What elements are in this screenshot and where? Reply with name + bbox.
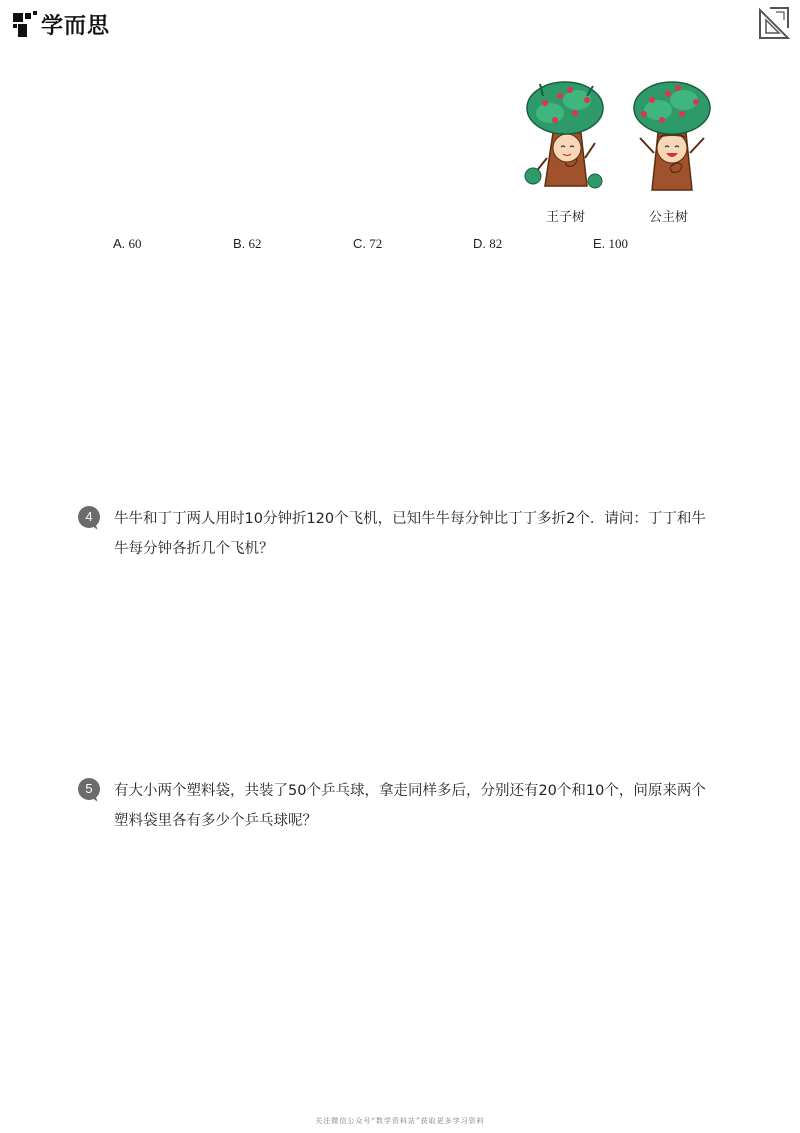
answer-options <box>113 236 713 256</box>
footer-note: 关注微信公众号“数学资料站”获取更多学习资料 <box>315 1117 485 1125</box>
question-5 <box>78 776 718 836</box>
question-text: 牛牛和丁丁两人用时10分钟折120个飞机，已知牛牛每分钟比丁丁多折2个．请问：丁丁和牛牛每分钟各折几个飞机？ <box>114 511 706 557</box>
prince-tree <box>525 82 603 188</box>
tree-characters-image <box>515 78 715 203</box>
option-a: A. 60 <box>113 236 142 251</box>
brand-logo <box>12 8 110 40</box>
tree-caption-prince: 王子树 <box>546 210 586 225</box>
option-d: D. 82 <box>473 236 503 251</box>
question-4 <box>78 504 718 564</box>
tree-caption-princess: 公主树 <box>649 210 689 225</box>
option-e: E. 100 <box>593 236 629 251</box>
option-b: B. 62 <box>233 236 262 251</box>
question-number-badge: 5 <box>78 778 100 800</box>
brand-name: 学而思 <box>41 13 111 39</box>
triangle-ruler-icon <box>758 6 790 40</box>
option-c: C. 72 <box>353 236 383 251</box>
question-number-badge: 4 <box>78 506 100 528</box>
question-text: 有大小两个塑料袋，共装了50个乒乓球，拿走同样多后，分别还有20个和10个，问原来两个塑料袋里各有多少个乒乓球呢？ <box>114 783 706 829</box>
brand-mark-icon <box>12 10 38 38</box>
princess-tree <box>634 82 710 190</box>
tree-illustration <box>515 78 715 228</box>
